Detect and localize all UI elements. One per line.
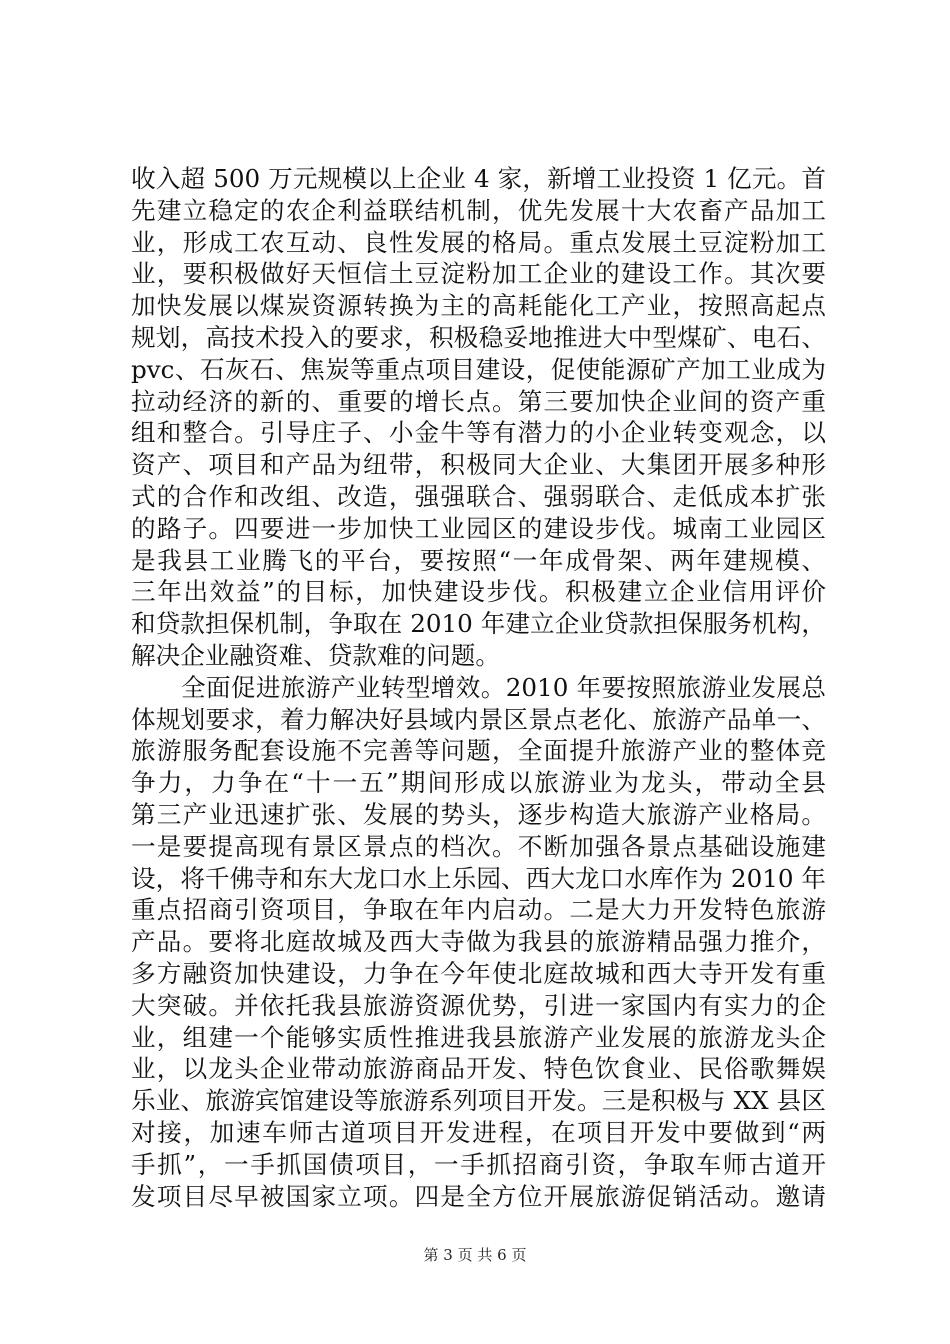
text-line: 业，以龙头企业带动旅游商品开发、特色饮食业、民俗歌舞娱 xyxy=(131,1054,826,1084)
text-line: 大突破。并依托我县旅游资源优势，引进一家国内有实力的企 xyxy=(131,990,826,1020)
text-line: 产品。要将北庭故城及西大寺做为我县的旅游精品强力推介， xyxy=(131,927,826,957)
text-line: 三年出效益”的目标，加快建设步伐。积极建立企业信用评价 xyxy=(131,577,826,607)
text-line: 规划，高技术投入的要求，积极稳妥地推进大中型煤矿、电石、 xyxy=(131,322,826,352)
text-line: 全面促进旅游产业转型增效。2010 年要按照旅游业发展总 xyxy=(131,672,826,702)
body-text xyxy=(131,163,826,1212)
text-line: 争力，力争在“十一五”期间形成以旅游业为龙头，带动全县 xyxy=(131,768,826,798)
text-line: 第三产业迅速扩张、发展的势头，逐步构造大旅游产业格局。 xyxy=(131,799,826,829)
text-line: 资产、项目和产品为纽带，积极同大企业、大集团开展多种形 xyxy=(131,450,826,480)
text-line: 和贷款担保机制，争取在 2010 年建立企业贷款担保服务机构， xyxy=(131,609,826,639)
text-line: 式的合作和改组、改造，强强联合、强弱联合、走低成本扩张 xyxy=(131,481,826,511)
text-line: 业，要积极做好天恒信土豆淀粉加工企业的建设工作。其次要 xyxy=(131,259,826,289)
text-line: 发项目尽早被国家立项。四是全方位开展旅游促销活动。邀请 xyxy=(131,1181,826,1211)
text-line: 先建立稳定的农企利益联结机制，优先发展十大农畜产品加工 xyxy=(131,195,826,225)
text-line: 业，形成工农互动、良性发展的格局。重点发展土豆淀粉加工 xyxy=(131,227,826,257)
text-line: 拉动经济的新的、重要的增长点。第三要加快企业间的资产重 xyxy=(131,386,826,416)
text-line: 是我县工业腾飞的平台，要按照“一年成骨架、两年建规模、 xyxy=(131,545,826,575)
text-line: pvc、石灰石、焦炭等重点项目建设，促使能源矿产加工业成为 xyxy=(131,354,826,384)
text-line: 设，将千佛寺和东大龙口水上乐园、西大龙口水库作为 2010 年 xyxy=(131,863,826,893)
text-line: 对接，加速车师古道项目开发进程，在项目开发中要做到“两 xyxy=(131,1117,826,1147)
text-line: 手抓”，一手抓国债项目，一手抓招商引资，争取车师古道开 xyxy=(131,1149,826,1179)
text-line: 多方融资加快建设，力争在今年使北庭故城和西大寺开发有重 xyxy=(131,958,826,988)
text-line: 业，组建一个能够实质性推进我县旅游产业发展的旅游龙头企 xyxy=(131,1022,826,1052)
text-line: 的路子。四要进一步加快工业园区的建设步伐。城南工业园区 xyxy=(131,513,826,543)
text-line: 一是要提高现有景区景点的档次。不断加强各景点基础设施建 xyxy=(131,831,826,861)
text-line: 旅游服务配套设施不完善等问题，全面提升旅游产业的整体竞 xyxy=(131,736,826,766)
text-line: 体规划要求，着力解决好县域内景区景点老化、旅游产品单一、 xyxy=(131,704,826,734)
text-line: 收入超 500 万元规模以上企业 4 家，新增工业投资 1 亿元。首 xyxy=(131,164,826,193)
text-line: 乐业、旅游宾馆建设等旅游系列项目开发。三是积极与 XX 县区 xyxy=(131,1086,826,1116)
text-line: 解决企业融资难、贷款难的问题。 xyxy=(131,640,500,670)
page-footer: 第 3 页 共 6 页 xyxy=(423,1246,527,1264)
text-line: 重点招商引资项目，争取在年内启动。二是大力开发特色旅游 xyxy=(131,895,826,925)
text-line: 组和整合。引导庄子、小金牛等有潜力的小企业转变观念，以 xyxy=(131,418,826,448)
text-line: 加快发展以煤炭资源转换为主的高耗能化工产业，按照高起点 xyxy=(131,291,826,321)
